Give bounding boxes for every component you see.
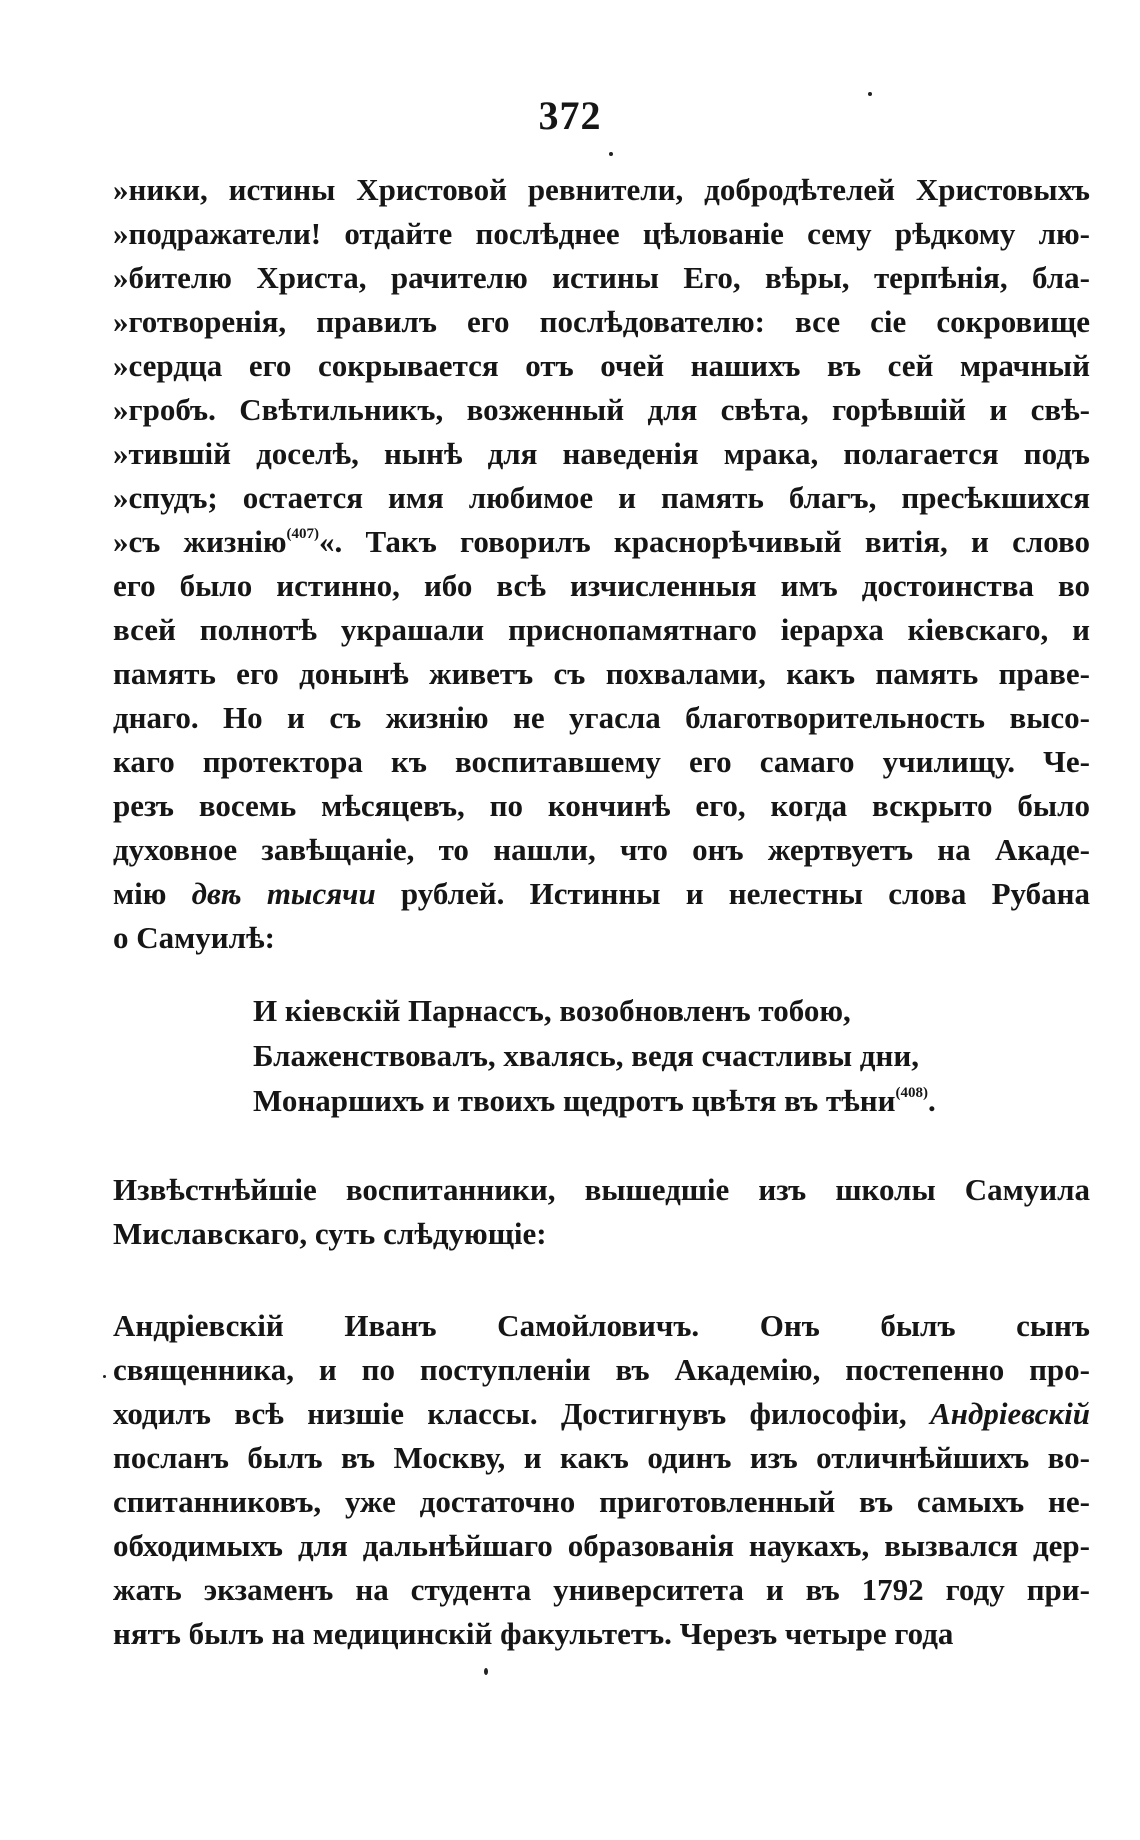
paragraph-eulogy: [113, 168, 1090, 960]
text-segment: Блаженствовалъ, хвалясь, ведя счастливы дни,: [253, 1038, 919, 1073]
paragraph-andrievsky: [113, 1304, 1090, 1656]
text-line: [113, 828, 1090, 872]
text-line: [113, 476, 1090, 520]
italic-text: двѣ тысячи: [191, 876, 376, 911]
text-segment: его было истинно, ибо всѣ изчисленныя имъ достоинства во: [113, 568, 1090, 603]
text-line: [113, 1568, 1090, 1612]
scan-speck: [103, 1375, 106, 1378]
text-segment: Андріевскій Иванъ Самойловичъ. Онъ былъ сынъ: [113, 1308, 1090, 1343]
text-line: [113, 432, 1090, 476]
text-segment: священника, и по поступленіи въ Академію, постепенно про-: [113, 1352, 1090, 1387]
text-segment: И кіевскій Парнассъ, возобновленъ тобою,: [253, 993, 851, 1028]
text-segment: »тившій доселѣ, нынѣ для наведенія мрака, полагается подъ: [113, 436, 1090, 471]
text-segment: »бителю Христа, рачителю истины Его, вѣры, терпѣнія, бла-: [113, 260, 1090, 295]
text-segment: нятъ былъ на медицинскій факультетъ. Черезъ четыре года: [113, 1616, 954, 1651]
text-segment: Миславскаго, суть слѣдующіе:: [113, 1216, 547, 1251]
footnote-marker: (408): [895, 1085, 928, 1101]
text-segment: »гробъ. Свѣтильникъ, возженный для свѣта, горѣвшій и свѣ-: [113, 392, 1090, 427]
paragraph-intro-students: [113, 1168, 1090, 1256]
verse-line: [253, 1033, 936, 1078]
text-line: [113, 1168, 1090, 1212]
text-line: [113, 784, 1090, 828]
text-line: [113, 344, 1090, 388]
text-segment: посланъ былъ въ Москву, и какъ одинъ изъ отличнѣйшихъ во-: [113, 1440, 1090, 1475]
text-segment: »готворенія, правилъ его послѣдователю: все сіе сокровище: [113, 304, 1090, 339]
text-line: [113, 256, 1090, 300]
text-line: [113, 652, 1090, 696]
text-segment: ходилъ всѣ низшіе классы. Достигнувъ философіи,: [113, 1396, 931, 1431]
text-line: [113, 1304, 1090, 1348]
scan-speck: [868, 92, 872, 96]
text-segment: мію: [113, 876, 192, 911]
text-line: [113, 872, 1090, 916]
text-line: [113, 740, 1090, 784]
text-line: [113, 696, 1090, 740]
text-segment: »спудъ; остается имя любимое и память благъ, пресѣкшихся: [113, 480, 1090, 515]
text-line: [113, 1612, 1090, 1656]
italic-text: Андріевскій: [930, 1396, 1090, 1431]
text-line: [113, 608, 1090, 652]
footnote-marker: (407): [286, 526, 320, 542]
text-line: [113, 1348, 1090, 1392]
text-segment: обходимыхъ для дальнѣйшаго образованія наукахъ, вызвался дер-: [113, 1528, 1090, 1563]
text-segment: .: [927, 1083, 936, 1118]
text-segment: резъ восемь мѣсяцевъ, по кончинѣ его, когда вскрыто было: [113, 788, 1090, 823]
text-segment: спитанниковъ, уже достаточно приготовленный въ самыхъ не-: [113, 1484, 1090, 1519]
text-segment: »подражатели! отдайте послѣднее цѣлованіе сему рѣдкому лю-: [113, 216, 1090, 251]
text-segment: духовное завѣщаніе, то нашли, что онъ жертвуетъ на Акаде-: [113, 832, 1090, 867]
text-line: [113, 520, 1090, 564]
text-line: [113, 1480, 1090, 1524]
text-segment: жать экзаменъ на студента университета и въ 1792 году при-: [113, 1572, 1090, 1607]
text-segment: Монаршихъ и твоихъ щедротъ цвѣтя въ тѣни: [253, 1083, 896, 1118]
text-line: [113, 1524, 1090, 1568]
text-line: [113, 212, 1090, 256]
text-segment: днаго. Но и съ жизнію не угасла благотворительность высо-: [113, 700, 1090, 735]
text-segment: рублей. Истинны и нелестны слова Рубана: [375, 876, 1091, 911]
text-line: [113, 564, 1090, 608]
text-line: [113, 388, 1090, 432]
text-line: [113, 916, 1090, 960]
text-segment: »ники, истины Христовой ревнители, добродѣтелей Христовыхъ: [113, 172, 1090, 207]
text-line: [113, 1392, 1090, 1436]
text-line: [113, 1212, 1090, 1256]
verse-quotation: [253, 988, 936, 1123]
page-number: 372: [538, 93, 602, 138]
text-line: [113, 168, 1090, 212]
scan-speck: [609, 152, 613, 156]
text-segment: всей полнотѣ украшали приснопамятнаго іерарха кіевскаго, и: [113, 612, 1090, 647]
verse-line: [253, 988, 936, 1033]
text-segment: »съ жизнію: [113, 524, 287, 559]
text-line: [113, 1436, 1090, 1480]
text-line: [113, 300, 1090, 344]
text-segment: Извѣстнѣйшіе воспитанники, вышедшіе изъ школы Самуила: [113, 1172, 1090, 1207]
text-segment: »сердца его сокрывается отъ очей нашихъ въ сей мрачный: [113, 348, 1090, 383]
text-segment: каго протектора къ воспитавшему его самаго училищу. Че-: [113, 744, 1090, 779]
scan-speck: [484, 1668, 488, 1675]
text-segment: память его донынѣ живетъ съ похвалами, какъ память праве-: [113, 656, 1090, 691]
text-segment: «. Такъ говорилъ краснорѣчивый витія, и слово: [319, 524, 1090, 559]
text-segment: о Самуилѣ:: [113, 920, 275, 955]
verse-line: [253, 1078, 936, 1123]
